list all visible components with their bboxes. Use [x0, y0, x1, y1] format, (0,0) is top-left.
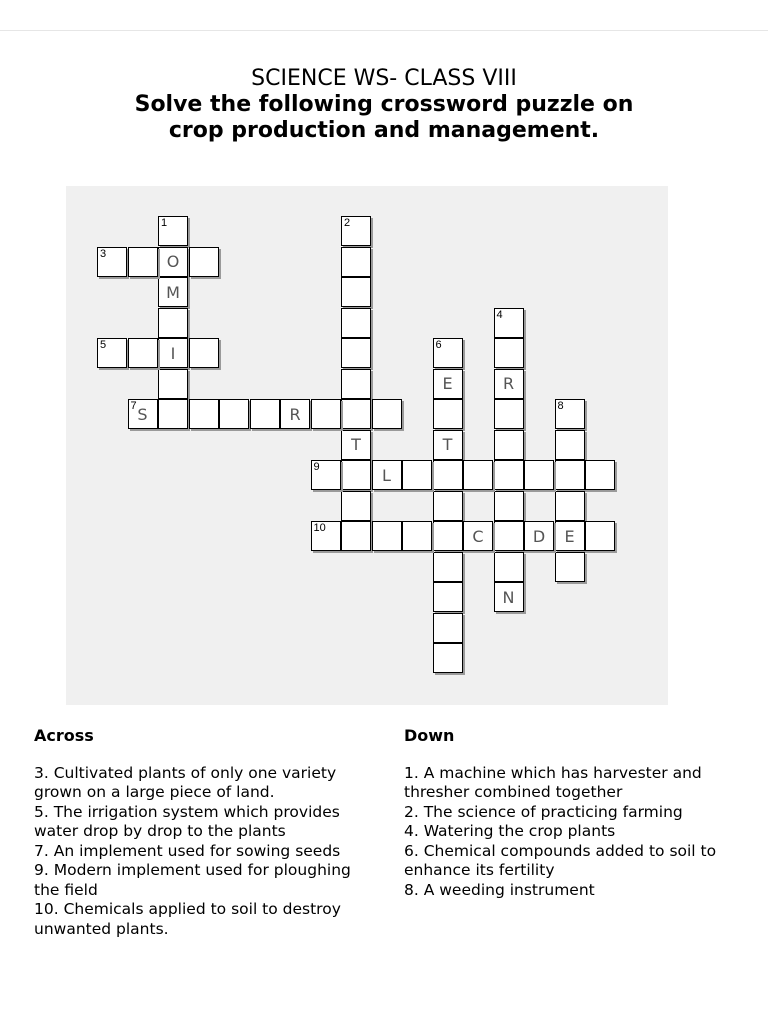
crossword-cell[interactable] [524, 460, 554, 490]
crossword-cell[interactable] [433, 552, 463, 582]
cell-letter: O [166, 252, 180, 271]
cell-letter: L [382, 465, 391, 485]
crossword-cell[interactable] [372, 521, 402, 551]
crossword-cell[interactable] [433, 399, 463, 429]
clue-number: 8 [557, 400, 564, 412]
crossword-cell[interactable] [494, 369, 524, 399]
crossword-cell[interactable] [128, 247, 158, 277]
cell-letter: D [532, 526, 546, 546]
crossword-cell[interactable] [341, 460, 371, 490]
crossword-cell[interactable] [341, 399, 371, 429]
down-heading: Down [404, 726, 455, 745]
crossword-cell[interactable] [555, 521, 585, 551]
crossword-cell[interactable] [158, 247, 188, 277]
clue-number: 4 [496, 308, 503, 321]
down-clues [404, 726, 749, 900]
crossword-cell[interactable] [128, 338, 158, 368]
across-clue-5: 5. The irrigation system which provides water drop by drop to the plants [34, 802, 340, 840]
crossword-cell[interactable] [494, 399, 524, 429]
cell-letter: E [564, 526, 575, 546]
down-clue-4: 4. Watering the crop plants [404, 822, 616, 840]
crossword-cell[interactable] [158, 216, 188, 246]
across-clues [34, 726, 379, 939]
crossword-cell[interactable] [433, 460, 463, 490]
crossword-cell[interactable] [97, 338, 127, 368]
clue-number: 3 [100, 247, 107, 260]
clue-number: 1 [161, 217, 168, 229]
crossword-cell[interactable] [524, 521, 554, 551]
down-clue-1: 1. A machine which has harvester and thresher combined together [404, 763, 702, 801]
crossword-cell[interactable] [128, 399, 158, 429]
crossword-cell[interactable] [555, 460, 585, 490]
crossword-cell[interactable] [158, 399, 188, 429]
crossword-cell[interactable] [494, 582, 524, 612]
crossword-grid [66, 186, 668, 705]
crossword-cell[interactable] [341, 430, 371, 460]
crossword-cell[interactable] [250, 399, 280, 429]
clue-number: 9 [313, 461, 320, 473]
crossword-cell[interactable] [158, 369, 188, 399]
crossword-cell[interactable] [341, 247, 371, 277]
down-clue-2: 2. The science of practicing farming [404, 802, 683, 821]
across-clue-10: 10. Chemicals applied to soil to destroy unwanted plants. [34, 900, 341, 938]
crossword-cell[interactable] [463, 460, 493, 490]
crossword-cell[interactable] [585, 521, 615, 551]
crossword-cell[interactable] [494, 460, 524, 490]
crossword-cell[interactable] [402, 460, 432, 490]
crossword-cell[interactable] [433, 369, 463, 399]
cell-letter: R [289, 404, 301, 424]
across-heading: Across [34, 726, 94, 745]
title-line-1: SCIENCE WS- CLASS VIII [251, 66, 517, 91]
crossword-cell[interactable] [402, 521, 432, 551]
crossword-cell[interactable] [341, 216, 371, 246]
crossword-cell[interactable] [494, 521, 524, 551]
crossword-cell[interactable] [341, 308, 371, 338]
crossword-cell[interactable] [311, 460, 341, 490]
crossword-cell[interactable] [311, 521, 341, 551]
crossword-cell[interactable] [97, 247, 127, 277]
crossword-cell[interactable] [555, 552, 585, 582]
top-divider [0, 30, 768, 31]
crossword-cell[interactable] [433, 643, 463, 673]
cell-letter: T [442, 435, 453, 454]
across-clue-3: 3. Cultivated plants of only one variety grown on a large piece of land. [34, 763, 337, 801]
down-clue-6: 6. Chemical compounds added to soil to enhance its fertility [404, 841, 717, 879]
crossword-cell[interactable] [189, 399, 219, 429]
crossword-cell[interactable] [158, 277, 188, 307]
crossword-cell[interactable] [189, 247, 219, 277]
crossword-cell[interactable] [372, 460, 402, 490]
crossword-cell[interactable] [189, 338, 219, 368]
crossword-cell[interactable] [494, 430, 524, 460]
cell-letter: T [351, 435, 361, 454]
cell-letter: I [170, 343, 176, 363]
crossword-cell[interactable] [585, 460, 615, 490]
clue-number: 10 [313, 522, 326, 534]
crossword-cell[interactable] [433, 491, 463, 521]
crossword-cell[interactable] [341, 521, 371, 551]
cell-letter: C [472, 526, 484, 546]
cell-letter: M [166, 282, 180, 302]
title-line-2: Solve the following crossword puzzle on [134, 92, 634, 117]
worksheet-title [0, 66, 768, 144]
crossword-cell[interactable] [433, 582, 463, 612]
crossword-cell[interactable] [341, 491, 371, 521]
clue-number: 6 [435, 339, 442, 351]
cell-letter: R [502, 374, 515, 393]
cell-letter: S [137, 404, 148, 424]
crossword-cell[interactable] [555, 491, 585, 521]
crossword-cell[interactable] [494, 338, 524, 368]
crossword-cell[interactable] [311, 399, 341, 429]
cell-letter: N [502, 587, 515, 607]
crossword-cell[interactable] [433, 338, 463, 368]
crossword-cell[interactable] [372, 399, 402, 429]
across-clue-9: 9. Modern implement used for ploughing the field [34, 861, 351, 899]
crossword-cell[interactable] [158, 308, 188, 338]
crossword-cell[interactable] [158, 338, 188, 368]
crossword-cell[interactable] [555, 430, 585, 460]
across-clue-7: 7. An implement used for sowing seeds [34, 841, 341, 860]
title-line-3: crop production and management. [168, 118, 600, 143]
crossword-cell[interactable] [494, 308, 524, 338]
down-clue-8: 8. A weeding instrument [404, 880, 595, 899]
crossword-cell[interactable] [433, 430, 463, 460]
crossword-cell[interactable] [341, 277, 371, 307]
crossword-cell[interactable] [280, 399, 310, 429]
crossword-cell[interactable] [433, 521, 463, 551]
crossword-cell[interactable] [219, 399, 249, 429]
crossword-cell[interactable] [341, 338, 371, 368]
crossword-cell[interactable] [341, 369, 371, 399]
clue-number: 2 [344, 217, 351, 229]
cell-letter: E [442, 374, 453, 393]
crossword-cell[interactable] [494, 552, 524, 582]
crossword-cell[interactable] [433, 613, 463, 643]
crossword-cell[interactable] [494, 491, 524, 521]
crossword-cell[interactable] [555, 399, 585, 429]
crossword-cell[interactable] [463, 521, 493, 551]
clue-number: 5 [100, 339, 107, 351]
clue-number: 7 [130, 400, 137, 412]
